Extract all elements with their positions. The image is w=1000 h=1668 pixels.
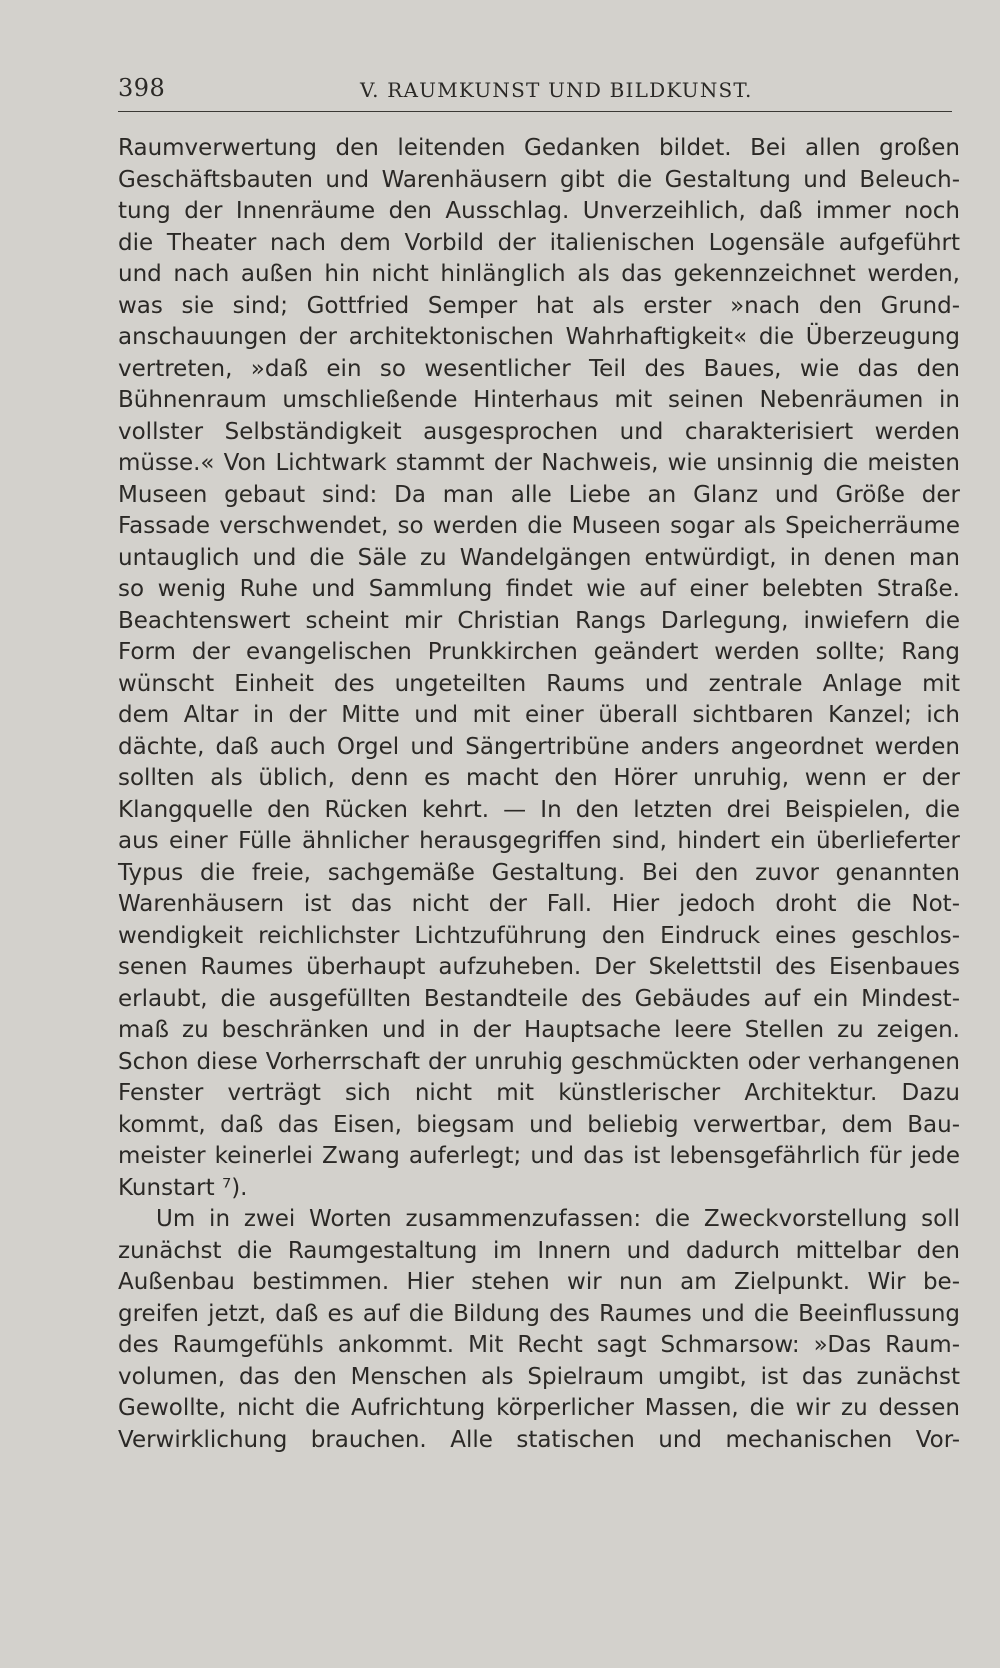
header-rule [118,111,952,112]
text-line: Beachtenswert scheint mir Christian Rangs Darlegung, inwiefern die [118,607,960,634]
running-head: V. RAUMKUNST UND BILDKUNST. [360,78,753,102]
body-text [118,133,960,1456]
text-line: Bühnenraum umschließende Hinterhaus mit seinen Nebenräumen in [118,387,960,413]
text-line: wünscht Einheit des ungeteilten Raums und zentrale Anlage mit [118,670,960,697]
text-line: Geschäftsbauten und Warenhäusern gibt die Gestaltung und Beleuch- [118,166,960,193]
text-line: Klangquelle den Rücken kehrt. — In den letzten drei Beispielen, die [118,796,960,823]
text-line: dem Altar in der Mitte und mit einer überall sichtbaren Kanzel; ich [118,702,960,728]
text-line: kommt, daß das Eisen, biegsam und beliebig verwertbar, dem Bau- [118,1111,960,1138]
text-line: wendigkeit reichlichster Lichtzuführung den Eindruck eines geschlos- [118,922,960,949]
text-line: Außenbau bestimmen. Hier stehen wir nun am Zielpunkt. Wir be- [118,1269,960,1295]
text-line: Fassade verschwendet, so werden die Museen sogar als Speicherräume [118,513,960,539]
text-line: des Raumgefühls ankommt. Mit Recht sagt Schmarsow: »Das Raum- [118,1332,960,1358]
page-header [118,74,952,110]
text-line: Fenster verträgt sich nicht mit künstlerischer Architektur. Dazu [118,1080,960,1106]
text-line: so wenig Ruhe und Sammlung findet wie auf einer belebten Straße. [118,576,960,602]
text-line: anschauungen der architektonischen Wahrhaftigkeit« die Überzeugung [118,324,960,350]
text-line: Form der evangelischen Prunkkirchen geändert werden sollte; Rang [118,639,960,665]
text-line: Schon diese Vorherrschaft der unruhig geschmückten oder verhangenen [118,1048,960,1075]
text-line: vertreten, »daß ein so wesentlicher Teil des Baues, wie das den [118,355,960,382]
text-line: Museen gebaut sind: Da man alle Liebe an Glanz und Größe der [118,481,960,508]
text-line: Raumverwertung den leitenden Gedanken bildet. Bei allen großen [118,135,960,161]
text-line: sollten als üblich, denn es macht den Hörer unruhig, wenn er der [118,765,960,791]
text-line: zunächst die Raumgestaltung im Innern und dadurch mittelbar den [118,1237,960,1264]
text-line: greifen jetzt, daß es auf die Bildung des Raumes und die Beeinflussung [118,1300,960,1327]
text-line: aus einer Fülle ähnlicher herausgegriffen sind, hindert ein überlieferter [118,828,960,854]
text-line: Verwirklichung brauchen. Alle statischen und mechanischen Vor- [118,1426,960,1453]
text-line: und nach außen hin nicht hinlänglich als das gekennzeichnet werden, [118,261,960,287]
text-line: volumen, das den Menschen als Spielraum umgibt, ist das zunächst [118,1363,960,1390]
text-line: Um in zwei Worten zusammenzufassen: die Zweckvorstellung soll [156,1206,960,1232]
text-line: Warenhäusern ist das nicht der Fall. Hier jedoch droht die Not- [118,891,960,917]
text-line: dächte, daß auch Orgel und Sängertribüne anders angeordnet werden [118,733,960,760]
text-line: tung der Innenräume den Ausschlag. Unverzeihlich, daß immer noch [118,198,960,224]
text-line: untauglich und die Säle zu Wandelgängen entwürdigt, in denen man [118,544,960,571]
text-line: meister keinerlei Zwang auferlegt; und das ist lebensgefährlich für jede [118,1143,960,1169]
text-line: müsse.« Von Lichtwark stammt der Nachweis, wie unsinnig die meisten [118,450,960,476]
page-number: 398 [118,74,166,102]
text-line: die Theater nach dem Vorbild der italienischen Logensäle aufgeführt [118,229,960,256]
text-line: was sie sind; Gottfried Semper hat als erster »nach den Grund- [118,292,960,319]
text-line: maß zu beschränken und in der Hauptsache leere Stellen zu zeigen. [118,1017,960,1043]
text-line: Kunstart ⁷). [118,1174,248,1201]
text-line: erlaubt, die ausgefüllten Bestandteile des Gebäudes auf ein Mindest- [118,985,960,1012]
text-line: Typus die freie, sachgemäße Gestaltung. Bei den zuvor genannten [118,859,960,886]
text-line: senen Raumes überhaupt aufzuheben. Der Skelettstil des Eisenbaues [118,954,960,980]
text-line: Gewollte, nicht die Aufrichtung körperlicher Massen, die wir zu dessen [118,1395,960,1421]
text-line: vollster Selbständigkeit ausgesprochen und charakterisiert werden [118,418,960,445]
